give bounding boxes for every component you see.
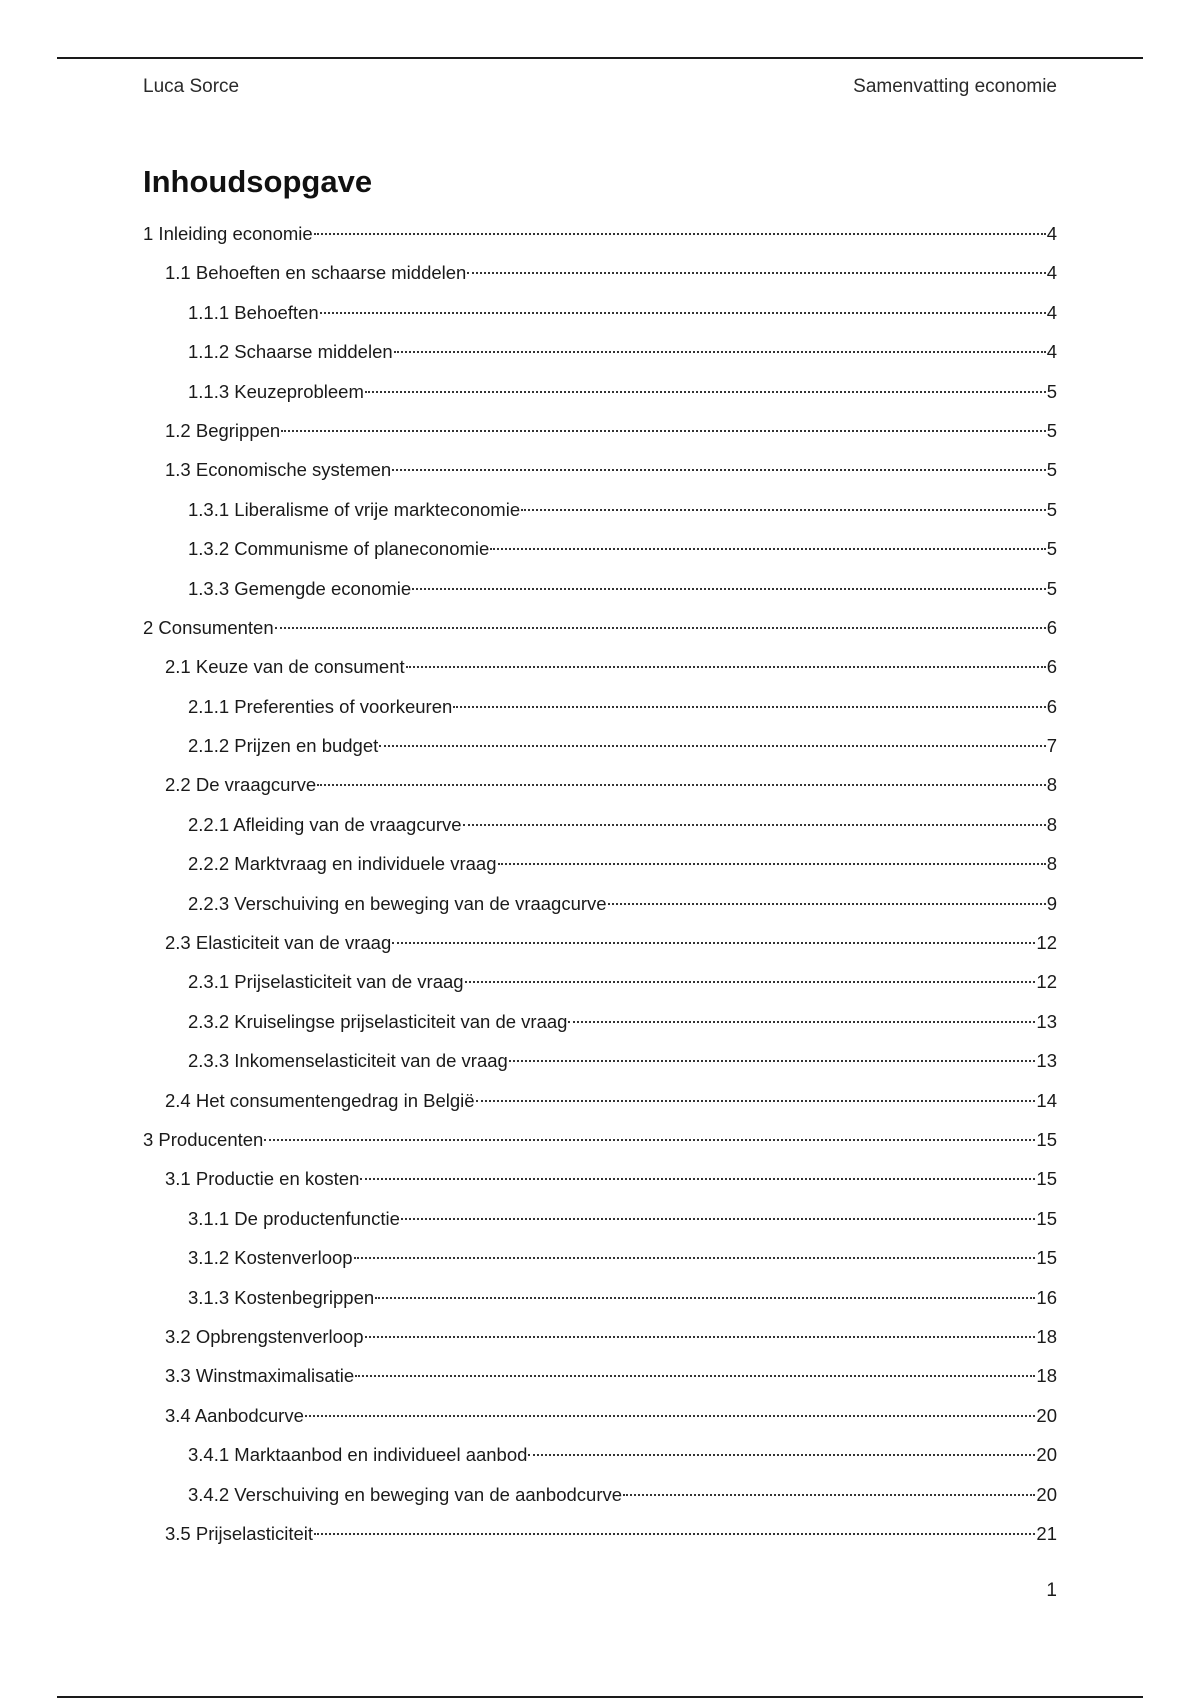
- toc-dot-leader: [355, 1375, 1035, 1377]
- toc-entry-page: 6: [1046, 616, 1057, 638]
- toc-entry[interactable]: [143, 1241, 1057, 1280]
- toc-entry[interactable]: [143, 887, 1057, 926]
- toc-entry-page: 20: [1036, 1404, 1057, 1426]
- toc-entry-page: 5: [1046, 419, 1057, 441]
- toc-entry[interactable]: [143, 1044, 1057, 1083]
- toc-dot-leader: [412, 588, 1046, 590]
- toc-entry[interactable]: [143, 572, 1057, 611]
- toc-entry-page: 5: [1046, 577, 1057, 599]
- toc-dot-leader: [453, 706, 1045, 708]
- toc-entry[interactable]: [143, 965, 1057, 1004]
- toc-entry-label: 1.1.3 Keuzeprobleem: [188, 380, 364, 402]
- toc-dot-leader: [275, 627, 1046, 629]
- toc-entry[interactable]: [143, 1084, 1057, 1123]
- toc-entry-page: 7: [1046, 735, 1057, 757]
- toc-dot-leader: [463, 824, 1046, 826]
- toc-dot-leader: [392, 942, 1035, 944]
- toc-entry-label: 2.3.3 Inkomenselasticiteit van de vraag: [188, 1050, 508, 1072]
- toc-dot-leader: [394, 351, 1046, 353]
- toc-entry[interactable]: [143, 729, 1057, 768]
- toc-entry-page: 5: [1046, 380, 1057, 402]
- toc-entry-label: 1.1.1 Behoeften: [188, 301, 319, 323]
- toc-entry[interactable]: [143, 1399, 1057, 1438]
- toc-entry-page: 6: [1046, 656, 1057, 678]
- toc-dot-leader: [476, 1100, 1036, 1102]
- toc-entry-label: 1.3 Economische systemen: [165, 459, 392, 481]
- toc-entry-page: 8: [1046, 813, 1057, 835]
- toc-entry[interactable]: [143, 1517, 1057, 1556]
- toc-dot-leader: [467, 272, 1045, 274]
- toc-entry-page: 15: [1036, 1207, 1057, 1229]
- toc-dot-leader: [379, 745, 1045, 747]
- toc-entry[interactable]: [143, 768, 1057, 807]
- toc-dot-leader: [314, 233, 1046, 235]
- toc-entry[interactable]: [143, 611, 1057, 650]
- toc-entry-label: 2.1 Keuze van de consument: [165, 656, 405, 678]
- toc-entry-label: 3.1 Productie en kosten: [165, 1168, 360, 1190]
- toc-dot-leader: [608, 903, 1046, 905]
- toc-entry[interactable]: [143, 1359, 1057, 1398]
- toc-entry-label: 1.3.1 Liberalisme of vrije markteconomie: [188, 498, 521, 520]
- toc-entry-label: 3.2 Opbrengstenverloop: [165, 1325, 364, 1347]
- toc-entry[interactable]: [143, 217, 1057, 256]
- toc-entry-page: 8: [1046, 853, 1057, 875]
- header-author: Luca Sorce: [143, 76, 240, 97]
- toc-entry-page: 20: [1036, 1483, 1057, 1505]
- toc-entry-page: 5: [1046, 498, 1057, 520]
- toc-entry-label: 1.1 Behoeften en schaarse middelen: [165, 262, 467, 284]
- footer-rule: [57, 1696, 1143, 1698]
- toc-entry-label: 2.3.2 Kruiselingse prijselasticiteit van de vraag: [188, 1010, 568, 1032]
- toc-entry-label: 2.2.1 Afleiding van de vraagcurve: [188, 813, 462, 835]
- toc-entry[interactable]: [143, 493, 1057, 532]
- toc-entry-page: 8: [1046, 774, 1057, 796]
- toc-entry-page: 9: [1046, 892, 1057, 914]
- toc-entry-label: 2.3 Elasticiteit van de vraag: [165, 932, 392, 954]
- toc-dot-leader: [465, 981, 1036, 983]
- toc-entry-label: 2.3.1 Prijselasticiteit van de vraag: [188, 971, 464, 993]
- toc-entry-page: 4: [1046, 223, 1057, 244]
- toc-entry-label: 1.3.2 Communisme of planeconomie: [188, 538, 490, 560]
- toc-dot-leader: [314, 1533, 1035, 1535]
- toc-dot-leader: [623, 1494, 1035, 1496]
- toc-entry-label: 3.4.2 Verschuiving en beweging van de aanbodcurve: [188, 1483, 623, 1505]
- toc-dot-leader: [392, 469, 1045, 471]
- toc-entry-label: 3.3 Winstmaximalisatie: [165, 1365, 355, 1387]
- toc-entry-page: 6: [1046, 695, 1057, 717]
- page-header: [143, 74, 1057, 100]
- toc-entry-page: 5: [1046, 538, 1057, 560]
- toc-entry[interactable]: [143, 1281, 1057, 1320]
- toc-entry-label: 3.1.2 Kostenverloop: [188, 1247, 353, 1269]
- toc-entry[interactable]: [143, 375, 1057, 414]
- toc-entry[interactable]: [143, 1478, 1057, 1517]
- toc-entry[interactable]: [143, 1202, 1057, 1241]
- toc-entry[interactable]: [143, 1123, 1057, 1162]
- toc-dot-leader: [365, 391, 1046, 393]
- toc-entry[interactable]: [143, 1162, 1057, 1201]
- toc-entry[interactable]: [143, 532, 1057, 571]
- toc-dot-leader: [528, 1454, 1035, 1456]
- toc-dot-leader: [401, 1218, 1036, 1220]
- toc-dot-leader: [375, 1297, 1035, 1299]
- toc-entry-label: 3.1.3 Kostenbegrippen: [188, 1286, 375, 1308]
- toc-dot-leader: [354, 1257, 1036, 1259]
- page-number: 1: [1046, 1580, 1057, 1601]
- toc-entry-label: 2.2 De vraagcurve: [165, 774, 317, 796]
- toc-entry-label: 2.2.2 Marktvraag en individuele vraag: [188, 853, 497, 875]
- header-rule: [57, 57, 1143, 59]
- toc-dot-leader: [509, 1060, 1036, 1062]
- toc-entry-label: 2.2.3 Verschuiving en beweging van de vraagcurve: [188, 892, 607, 914]
- toc-entry-label: 1.3.3 Gemengde economie: [188, 577, 412, 599]
- toc-entry-label: 3.5 Prijselasticiteit: [165, 1522, 314, 1544]
- toc-dot-leader: [320, 312, 1046, 314]
- toc-dot-leader: [264, 1139, 1035, 1141]
- toc-entry[interactable]: [143, 414, 1057, 453]
- toc-entry-page: 5: [1046, 459, 1057, 481]
- toc-dot-leader: [305, 1415, 1036, 1417]
- toc-entry-label: 2.1.1 Preferenties of voorkeuren: [188, 695, 453, 717]
- toc-title: Inhoudsopgave: [143, 164, 373, 199]
- toc-dot-leader: [490, 548, 1045, 550]
- toc-entry-page: 4: [1046, 341, 1057, 363]
- toc-entry[interactable]: [143, 1438, 1057, 1477]
- toc-dot-leader: [317, 784, 1046, 786]
- toc-entry[interactable]: [143, 847, 1057, 886]
- toc-entry-page: 18: [1036, 1365, 1057, 1387]
- toc-entry-page: 15: [1036, 1168, 1057, 1190]
- toc-entry-page: 18: [1036, 1325, 1057, 1347]
- toc-entry-page: 21: [1036, 1522, 1057, 1544]
- toc-entry[interactable]: [143, 296, 1057, 335]
- toc-entry[interactable]: [143, 1005, 1057, 1044]
- toc-entry-page: 13: [1036, 1010, 1057, 1032]
- toc-entry[interactable]: [143, 1320, 1057, 1359]
- toc-entry-page: 15: [1036, 1247, 1057, 1269]
- toc-entry-label: 1.1.2 Schaarse middelen: [188, 341, 393, 363]
- toc-entry-label: 1 Inleiding economie: [143, 223, 313, 244]
- toc-entry-page: 13: [1036, 1050, 1057, 1072]
- toc-entry-page: 15: [1036, 1128, 1057, 1150]
- toc-entry-page: 12: [1036, 971, 1057, 993]
- toc-entry[interactable]: [143, 690, 1057, 729]
- toc-entry-page: 14: [1036, 1089, 1057, 1111]
- toc-entry-label: 2 Consumenten: [143, 616, 274, 638]
- toc-entry-label: 3.4.1 Marktaanbod en individueel aanbod: [188, 1444, 528, 1466]
- toc-entry[interactable]: [143, 453, 1057, 492]
- toc-dot-leader: [365, 1336, 1036, 1338]
- table-of-contents: [143, 217, 1057, 1556]
- toc-entry-label: 2.1.2 Prijzen en budget: [188, 735, 379, 757]
- toc-entry[interactable]: [143, 650, 1057, 689]
- toc-dot-leader: [360, 1178, 1035, 1180]
- toc-dot-leader: [568, 1021, 1035, 1023]
- toc-entry[interactable]: [143, 808, 1057, 847]
- toc-entry[interactable]: [143, 335, 1057, 374]
- toc-entry-page: 16: [1036, 1286, 1057, 1308]
- toc-dot-leader: [281, 430, 1046, 432]
- toc-entry-label: 2.4 Het consumentengedrag in België: [165, 1089, 475, 1111]
- header-document-title: Samenvatting economie: [853, 76, 1057, 97]
- toc-entry-label: 3.1.1 De productenfunctie: [188, 1207, 400, 1229]
- toc-dot-leader: [498, 863, 1046, 865]
- toc-entry[interactable]: [143, 256, 1057, 295]
- toc-dot-leader: [406, 666, 1046, 668]
- toc-entry-page: 4: [1046, 301, 1057, 323]
- toc-entry-label: 1.2 Begrippen: [165, 419, 281, 441]
- toc-entry-page: 4: [1046, 262, 1057, 284]
- toc-entry-page: 12: [1036, 932, 1057, 954]
- toc-dot-leader: [521, 509, 1046, 511]
- toc-entry-label: 3.4 Aanbodcurve: [165, 1404, 304, 1426]
- toc-entry-page: 20: [1036, 1444, 1057, 1466]
- toc-entry-label: 3 Producenten: [143, 1128, 264, 1150]
- toc-entry[interactable]: [143, 926, 1057, 965]
